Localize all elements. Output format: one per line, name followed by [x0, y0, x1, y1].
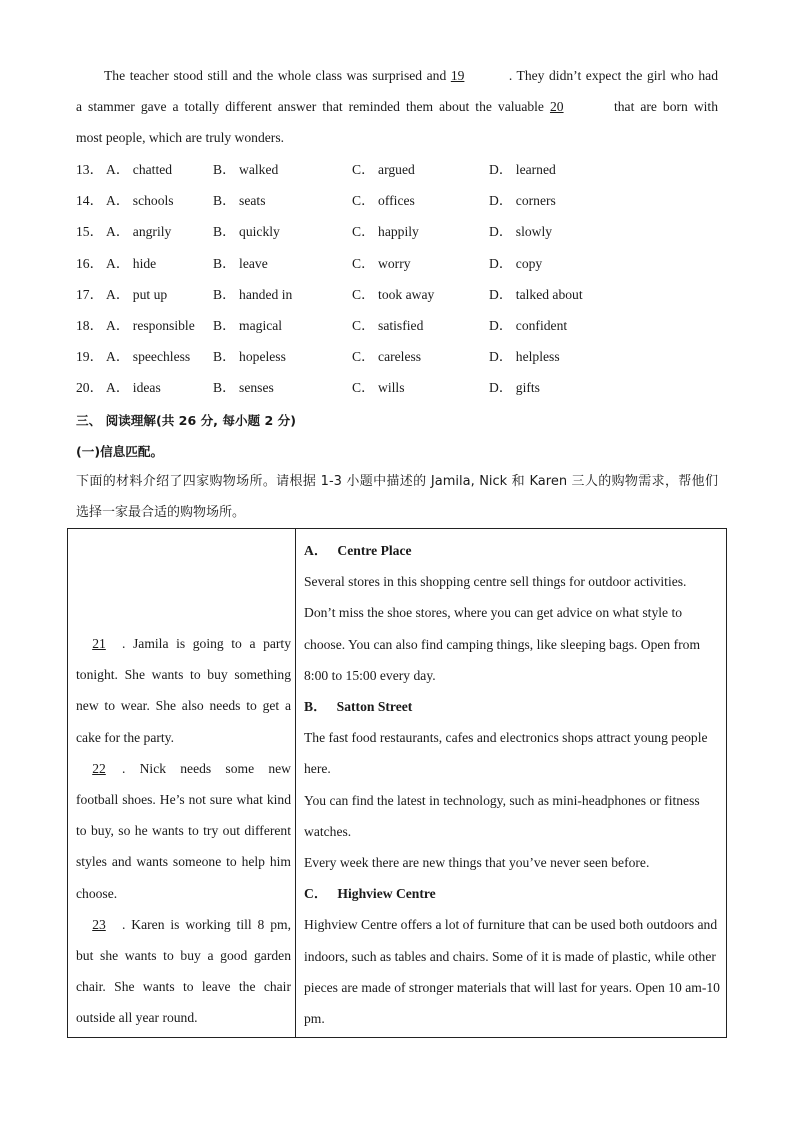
place-b-desc-2: You can find the latest in technology, such as mini-headphones or fitness watches. — [304, 792, 700, 839]
place-a-desc: Several stores in this shopping centre sell things for outdoor activities. Don’t miss the shoe stores, where you can get advice on what style to choose. You can also find camping things, like sleeping bags. Open from 8:00 to 15:00 every day. — [304, 574, 701, 683]
options-row: 20． A． ideas B． senses C． wills D． gifts — [76, 380, 540, 396]
places-cell — [296, 529, 727, 1038]
matching-table — [67, 528, 727, 1038]
place-c-title: C． Highview Centre — [304, 886, 436, 902]
passage-line-2: a stammer gave a totally different answer that reminded them about the valuable 20 that are born with — [76, 91, 718, 122]
options-row: 15． A． angrily B． quickly C． happily D． slowly — [76, 224, 553, 240]
options-row: 16． A． hide B． leave C． worry D． copy — [76, 255, 543, 271]
options-row: 19． A． speechless B． hopeless C． careless D． helpless — [76, 349, 560, 365]
questions-cell — [68, 529, 296, 1038]
passage-ending — [76, 60, 718, 153]
blank-20: 20 — [549, 99, 564, 114]
section-intro: 下面的材料介绍了四家购物场所。请根据 1-3 小题中描述的 Jamila, Nick 和 Karen 三人的购物需求，帮他们 选择一家最合适的购物场所。 — [76, 474, 718, 520]
blank-19: 19 — [450, 68, 465, 83]
place-b-desc-1: The fast food restaurants, cafes and electronics shops attract young people here. — [304, 730, 708, 777]
question-23: 23 . Karen is working till 8 pm, but she wants to buy a good garden chair. She wants to leave the chair outside all year round. — [76, 909, 291, 1034]
options-row: 18． A． responsible B． magical C． satisfied D． confident — [76, 317, 568, 333]
options-list — [76, 154, 718, 404]
section-title: 三、 阅读理解(共 26 分, 每小题 2 分) — [76, 413, 297, 428]
options-row: 14． A． schools B． seats C． offices D． corners — [76, 193, 556, 209]
passage-line-3: most people, which are truly wonders. — [76, 130, 285, 145]
section-subtitle: (一)信息匹配。 — [76, 444, 164, 459]
options-row: 17． A． put up B． handed in C． took away D． talked about — [76, 286, 583, 302]
place-b-desc-3: Every week there are new things that you’ve never seen before. — [304, 855, 650, 871]
place-a-title: A． Centre Place — [304, 543, 412, 558]
place-b-title: B． Satton Street — [304, 699, 413, 715]
answer-blank-22: 22 — [92, 760, 106, 776]
passage-line-1: The teacher stood still and the whole class was surprised and 19 . They didn’t expect the girl who had — [76, 60, 718, 91]
answer-blank-21: 21 — [92, 636, 106, 651]
question-22: 22 . Nick needs some new football shoes. He’s not sure what kind to buy, so he wants to try out different styles and wants someone to help him choose. — [76, 753, 291, 909]
question-21: 21 . Jamila is going to a party tonight. She wants to buy something new to wear. She also needs to get a cake for the party. — [76, 628, 291, 753]
options-row: 13． A． chatted B． walked C． argued D． learned — [76, 162, 556, 177]
place-c-desc: Highview Centre offers a lot of furniture that can be used both outdoors and indoors, such as tables and chairs. Some of it is made of plastic, while other pieces are made of stronger materials that will last for years. Open 10 am-10 pm. — [304, 917, 720, 1027]
answer-blank-23: 23 — [92, 916, 106, 932]
